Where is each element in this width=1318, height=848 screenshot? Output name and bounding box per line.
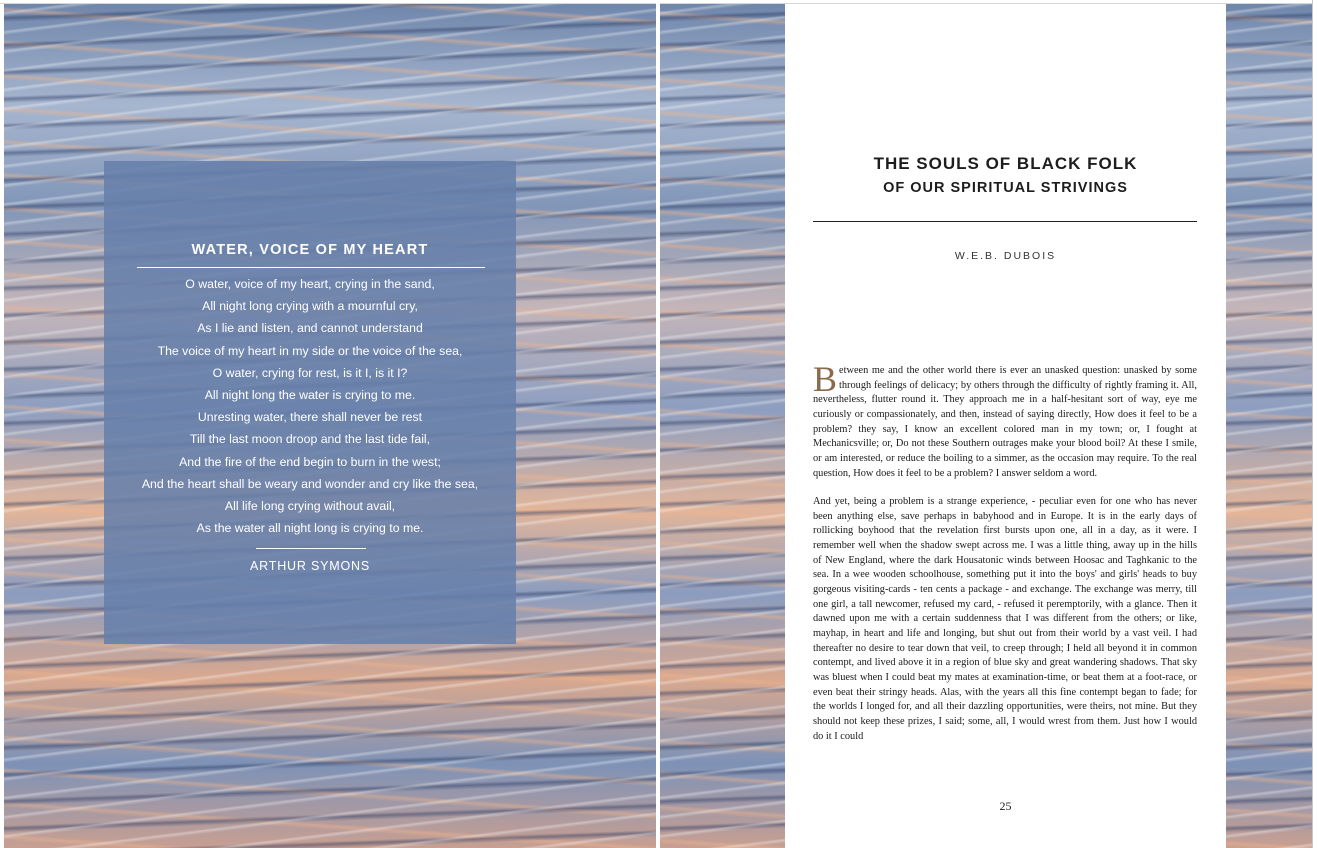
poem-line: As I lie and listen, and cannot understand: [197, 321, 423, 336]
poem-line: The voice of my heart in my side or the voice of the sea,: [157, 343, 463, 358]
poem-title-rule: [137, 267, 485, 268]
poem-author-rule: [256, 548, 366, 549]
page-number: 25: [999, 799, 1012, 813]
poem-lines: [104, 273, 516, 539]
poem-panel: [104, 161, 516, 644]
article-paragraph: [813, 359, 1197, 481]
water-photo-middle: [660, 4, 785, 848]
poem-line: As the water all night long is crying to me.: [196, 521, 424, 536]
article-author: W.E.B. DUBOIS: [954, 250, 1057, 262]
article-subtitle: OF OUR SPIRITUAL STRIVINGS: [883, 180, 1128, 196]
poem-author: ARTHUR SYMONS: [250, 559, 370, 573]
article-paragraph: And yet, being a problem is a strange experience, - peculiar even for one who has never been anything else, save perhaps in babyhood and in Europe. It is in the early days of rollicking boyhood that the revelation first bursts upon one, all in a day, as it were. I remember well when the shadow swept across me. I was a little thing, away up in the hills of New England, where the dark Housatonic winds between Hoosac and Taghkanic to the sea. In a wee wooden schoolhouse, something put it into the boys' and girls' heads to buy gorgeous visiting-cards - ten cents a package - and exchange. The exchange was merry, till one girl, a tall newcomer, refused my card, - refused it peremptorily, with a glance. Then it dawned upon me with a certain suddenness that I was different from the others; or like, mayhap, in heart and life and longing, but shut out from their world by a vast veil. I had thereafter no desire to tear down that veil, to creep through; I held all beyond it in common contempt, and lived above it in a region of blue sky and great wandering shadows. That sky was bluest when I could beat my mates at examination-time, or beat them at a foot-race, or even beat their stringy heads. Alas, with the years all this fine contempt began to fade; for the worlds I longed for, and all their dazzling opportunities, were theirs, not mine. But they should not keep these prizes, I said; some, all, I would wrest from them. Just how I would do it I could: [813, 496, 1197, 742]
poem-line: And the heart shall be weary and wonder and cry like the sea,: [141, 476, 479, 491]
poem-line: All night long crying with a mournful cry,: [202, 299, 418, 314]
poem-line: All night long the water is crying to me.: [204, 388, 416, 403]
paragraph-text: etween me and the other world there is ever an unasked question: unasked by some through feelings of delicacy; by others through the difficulty of rightly framing it. All, nevertheless, flutter round it. They approach me in a half-hesitant sort of way, eye me curiously or compassionately, and then, instead of saying directly, How does it feel to be a problem? they say, I know an excellent colored man in my town; or, I fought at Mechanicsville; or, Do not these Southern outrages make your blood boil? At these I smile, or am interested, or reduce the boiling to a simmer, as the occasion may require. To the real question, How does it feel to be a problem? I answer seldom a word.: [813, 365, 1197, 479]
title-rule: [813, 221, 1197, 222]
poem-line: And the fire of the end begin to burn in the west;: [179, 454, 441, 469]
article-title: THE SOULS OF BLACK FOLK: [873, 154, 1138, 173]
article-page: [785, 4, 1226, 848]
drop-cap: B: [813, 359, 838, 399]
poem-line: All life long crying without avail,: [224, 499, 396, 514]
poem-line: Till the last moon droop and the last tide fail,: [189, 432, 431, 447]
poem-line: O water, voice of my heart, crying in the sand,: [185, 277, 435, 291]
poem-title: WATER, VOICE OF MY HEART: [191, 242, 429, 258]
poem-line: Unresting water, there shall never be rest: [197, 410, 423, 425]
page-edge: [1312, 0, 1318, 848]
poem-line: O water, crying for rest, is it I, is it I?: [212, 365, 408, 380]
water-photo-right: [1226, 4, 1312, 848]
